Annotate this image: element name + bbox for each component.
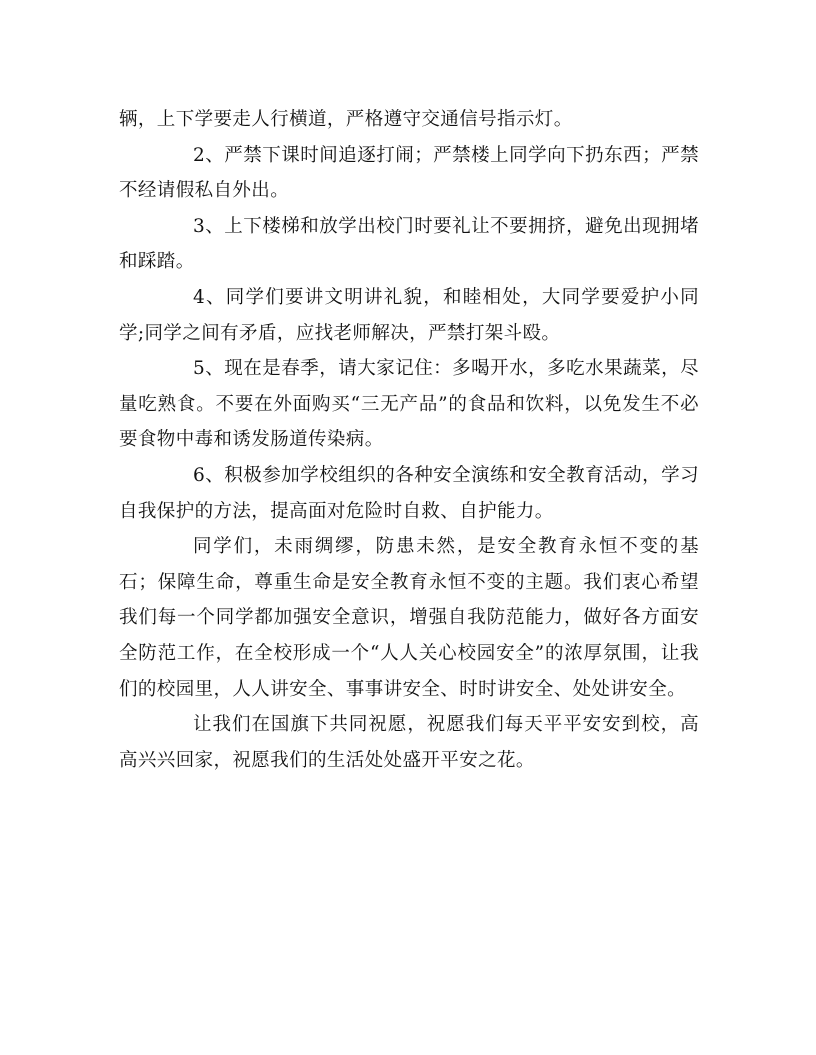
paragraph-summary: 同学们，未雨绸缪，防患未然，是安全教育永恒不变的基石；保障生命，尊重生命是安全教育永恒不变的主题。我们衷心希望我们每一个同学都加强安全意识，增强自我防范能力，做好各方面安全防范工作，在全校形成一个“人人关心校园安全”的浓厚氛围，让我们的校园里，人人讲安全、事事讲安全、时时讲安全、处处讲安全。	[119, 536, 699, 700]
paragraph-continuation: 辆，上下学要走人行横道，严格遵守交通信号指示灯。	[119, 109, 573, 130]
paragraph-rule-4: 4、同学们要讲文明讲礼貌，和睦相处，大同学要爱护小同学;同学之间有矛盾，应找老师解决，严禁打架斗殴。	[119, 286, 699, 344]
paragraph-closing: 让我们在国旗下共同祝愿，祝愿我们每天平平安安到校，高高兴兴回家，祝愿我们的生活处处盛开平安之花。	[119, 714, 699, 771]
paragraph-rule-3: 3、上下楼梯和放学出校门时要礼让不要拥挤，避免出现拥堵和踩踏。	[119, 215, 699, 273]
paragraph-rule-2: 2、严禁下课时间追逐打闹；严禁楼上同学向下扔东西；严禁不经请假私自外出。	[119, 144, 699, 202]
document-body	[119, 102, 699, 778]
paragraph-rule-6: 6、积极参加学校组织的各种安全演练和安全教育活动，学习自我保护的方法，提高面对危险时自救、自护能力。	[119, 464, 699, 522]
paragraph-rule-5: 5、现在是春季，请大家记住：多喝开水，多吃水果蔬菜，尽量吃熟食。不要在外面购买“三无产品”的食品和饮料，以免发生不必要食物中毒和诱发肠道传染病。	[119, 358, 699, 451]
